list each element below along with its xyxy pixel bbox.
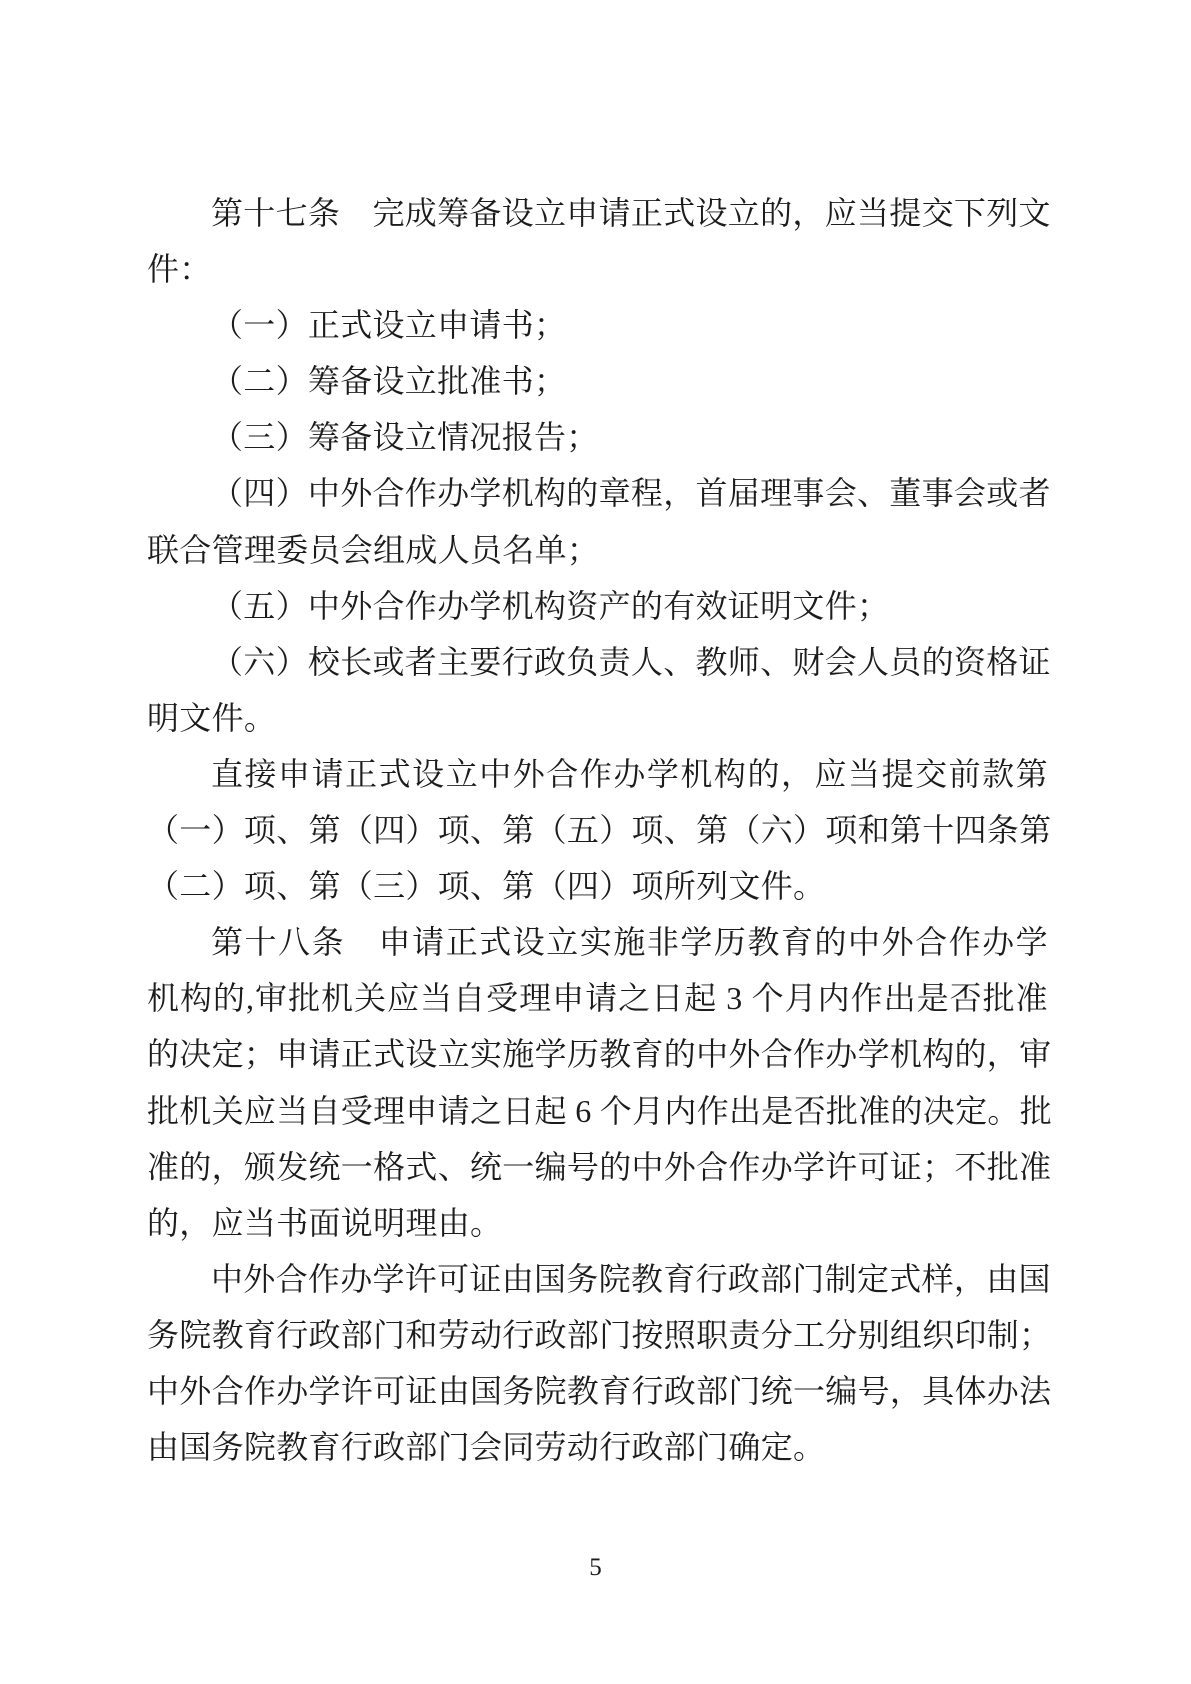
text-line: 第十七条 完成筹备设立申请正式设立的，应当提交下列文 <box>211 195 1051 231</box>
text-line: 明文件。 <box>147 699 277 736</box>
text-line: （一）正式设立申请书； <box>211 307 567 344</box>
text-line: 准的，颁发统一格式、统一编号的中外合作办学许可证；不批准 <box>147 1148 1052 1185</box>
text-line: 批机关应当自受理申请之日起 6 个月内作出是否批准的决定。批 <box>147 1092 1053 1129</box>
text-line: 由国务院教育行政部门会同劳动行政部门确定。 <box>147 1429 826 1466</box>
page-number: 5 <box>589 1554 602 1581</box>
text-line: 第十八条 申请正式设立实施非学历教育的中外合作办学 <box>211 924 1048 961</box>
text-line: （一）项、第（四）项、第（五）项、第（六）项和第十四条第 <box>147 812 1052 849</box>
text-line: （四）中外合作办学机构的章程，首届理事会、董事会或者 <box>211 475 1051 512</box>
text-line: 机构的,审批机关应当自受理申请之日起 3 个月内作出是否批准 <box>147 980 1048 1017</box>
document-body <box>147 185 1053 1475</box>
text-line: 的，应当书面说明理由。 <box>147 1204 503 1241</box>
text-line: 中外合作办学许可证由国务院教育行政部门制定式样，由国 <box>211 1260 1051 1297</box>
text-line: 联合管理委员会组成人员名单； <box>147 531 600 568</box>
text-line: 的决定；申请正式设立实施学历教育的中外合作办学机构的，审 <box>147 1036 1052 1073</box>
text-line: （二）项、第（三）项、第（四）项所列文件。 <box>147 868 826 905</box>
text-line: （二）筹备设立批准书； <box>211 363 567 400</box>
text-line: 直接申请正式设立中外合作办学机构的，应当提交前款第 <box>211 755 1048 792</box>
text-line: （五）中外合作办学机构资产的有效证明文件； <box>211 587 890 624</box>
text-line: 务院教育行政部门和劳动行政部门按照职责分工分别组织印制； <box>147 1316 1052 1353</box>
text-line: 件： <box>147 251 212 288</box>
text-line: （三）筹备设立情况报告； <box>211 419 599 456</box>
text-line: 中外合作办学许可证由国务院教育行政部门统一编号，具体办法 <box>147 1372 1052 1409</box>
text-line: （六）校长或者主要行政负责人、教师、财会人员的资格证 <box>211 643 1051 680</box>
